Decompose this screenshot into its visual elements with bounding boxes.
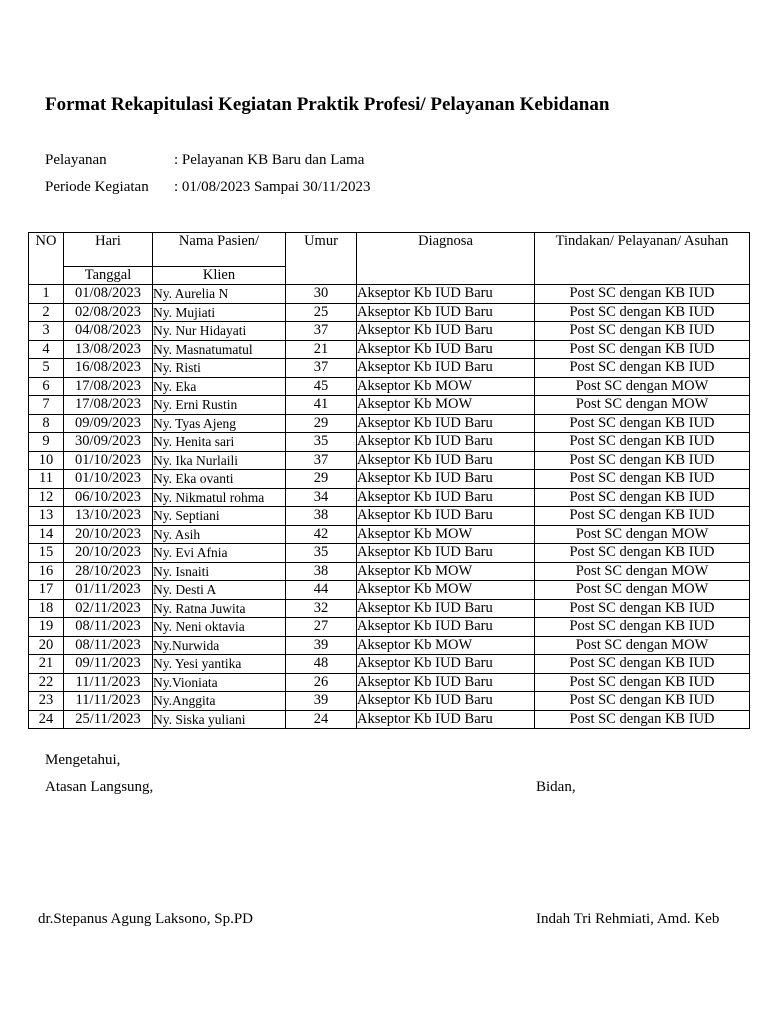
cell-tanggal: 11/11/2023 — [64, 673, 153, 692]
cell-nama: Ny. Masnatumatul — [153, 340, 286, 359]
signer-left: dr.Stepanus Agung Laksono, Sp.PD — [38, 911, 254, 927]
cell-tindakan: Post SC dengan MOW — [535, 581, 750, 600]
info-value: : 01/08/2023 Sampai 30/11/2023 — [174, 179, 371, 195]
cell-no: 9 — [29, 433, 64, 452]
cell-umur: 38 — [286, 562, 357, 581]
cell-umur: 34 — [286, 488, 357, 507]
cell-diagnosa: Akseptor Kb IUD Baru — [357, 414, 535, 433]
cell-tanggal: 08/11/2023 — [64, 618, 153, 637]
cell-nama: Ny. Nur Hidayati — [153, 322, 286, 341]
table-row — [29, 599, 750, 618]
cell-diagnosa: Akseptor Kb MOW — [357, 525, 535, 544]
table-row — [29, 655, 750, 674]
cell-diagnosa: Akseptor Kb IUD Baru — [357, 433, 535, 452]
cell-diagnosa: Akseptor Kb MOW — [357, 562, 535, 581]
cell-no: 3 — [29, 322, 64, 341]
cell-no: 15 — [29, 544, 64, 563]
cell-no: 23 — [29, 692, 64, 711]
cell-no: 17 — [29, 581, 64, 600]
table-row — [29, 544, 750, 563]
cell-diagnosa: Akseptor Kb IUD Baru — [357, 285, 535, 304]
cell-tanggal: 13/10/2023 — [64, 507, 153, 526]
cell-nama: Ny. Evi Afnia — [153, 544, 286, 563]
table-row — [29, 303, 750, 322]
cell-no: 20 — [29, 636, 64, 655]
info-label: Pelayanan — [45, 152, 107, 168]
table-body — [29, 285, 750, 729]
cell-no: 4 — [29, 340, 64, 359]
cell-umur: 35 — [286, 433, 357, 452]
cell-diagnosa: Akseptor Kb IUD Baru — [357, 507, 535, 526]
table-row — [29, 618, 750, 637]
cell-umur: 29 — [286, 414, 357, 433]
cell-umur: 37 — [286, 451, 357, 470]
info-periode — [45, 179, 445, 199]
cell-tanggal: 17/08/2023 — [64, 377, 153, 396]
cell-tanggal: 09/11/2023 — [64, 655, 153, 674]
cell-tindakan: Post SC dengan KB IUD — [535, 507, 750, 526]
cell-nama: Ny.Nurwida — [153, 636, 286, 655]
cell-tindakan: Post SC dengan KB IUD — [535, 433, 750, 452]
cell-umur: 48 — [286, 655, 357, 674]
cell-diagnosa: Akseptor Kb IUD Baru — [357, 618, 535, 637]
cell-nama: Ny. Siska yuliani — [153, 710, 286, 729]
header-tanggal: Tanggal — [64, 267, 153, 285]
table-row — [29, 322, 750, 341]
bidan-label: Bidan, — [536, 779, 576, 795]
cell-umur: 39 — [286, 692, 357, 711]
cell-no: 18 — [29, 599, 64, 618]
mengetahui-label: Mengetahui, — [45, 752, 121, 768]
cell-tindakan: Post SC dengan MOW — [535, 636, 750, 655]
table-row — [29, 414, 750, 433]
cell-no: 19 — [29, 618, 64, 637]
cell-no: 10 — [29, 451, 64, 470]
cell-no: 6 — [29, 377, 64, 396]
table-row — [29, 359, 750, 378]
cell-tanggal: 04/08/2023 — [64, 322, 153, 341]
cell-umur: 37 — [286, 322, 357, 341]
cell-umur: 24 — [286, 710, 357, 729]
cell-nama: Ny. Risti — [153, 359, 286, 378]
cell-nama: Ny. Mujiati — [153, 303, 286, 322]
cell-no: 1 — [29, 285, 64, 304]
cell-nama: Ny. Aurelia N — [153, 285, 286, 304]
cell-diagnosa: Akseptor Kb MOW — [357, 581, 535, 600]
cell-no: 14 — [29, 525, 64, 544]
cell-tanggal: 11/11/2023 — [64, 692, 153, 711]
cell-diagnosa: Akseptor Kb IUD Baru — [357, 655, 535, 674]
cell-tindakan: Post SC dengan KB IUD — [535, 451, 750, 470]
cell-tindakan: Post SC dengan KB IUD — [535, 488, 750, 507]
cell-tindakan: Post SC dengan KB IUD — [535, 710, 750, 729]
cell-umur: 42 — [286, 525, 357, 544]
cell-nama: Ny. Ratna Juwita — [153, 599, 286, 618]
cell-tanggal: 09/09/2023 — [64, 414, 153, 433]
cell-diagnosa: Akseptor Kb MOW — [357, 396, 535, 415]
table-row — [29, 470, 750, 489]
cell-tanggal: 20/10/2023 — [64, 544, 153, 563]
cell-tanggal: 16/08/2023 — [64, 359, 153, 378]
cell-umur: 26 — [286, 673, 357, 692]
cell-nama: Ny. Neni oktavia — [153, 618, 286, 637]
document-title: Format Rekapitulasi Kegiatan Praktik Profesi/ Pelayanan Kebidanan — [45, 94, 610, 115]
cell-umur: 35 — [286, 544, 357, 563]
cell-tanggal: 13/08/2023 — [64, 340, 153, 359]
cell-diagnosa: Akseptor Kb IUD Baru — [357, 692, 535, 711]
cell-tindakan: Post SC dengan KB IUD — [535, 414, 750, 433]
cell-tanggal: 01/08/2023 — [64, 285, 153, 304]
table-row — [29, 451, 750, 470]
header-umur: Umur — [286, 233, 357, 285]
cell-diagnosa: Akseptor Kb IUD Baru — [357, 322, 535, 341]
header-no: NO — [29, 233, 64, 285]
cell-nama: Ny. Eka — [153, 377, 286, 396]
cell-no: 21 — [29, 655, 64, 674]
cell-umur: 37 — [286, 359, 357, 378]
table-row — [29, 636, 750, 655]
cell-no: 8 — [29, 414, 64, 433]
cell-no: 12 — [29, 488, 64, 507]
cell-tindakan: Post SC dengan KB IUD — [535, 655, 750, 674]
cell-nama: Ny.Vioniata — [153, 673, 286, 692]
cell-diagnosa: Akseptor Kb IUD Baru — [357, 673, 535, 692]
cell-tindakan: Post SC dengan KB IUD — [535, 599, 750, 618]
cell-tindakan: Post SC dengan KB IUD — [535, 673, 750, 692]
table-row — [29, 507, 750, 526]
info-value: : Pelayanan KB Baru dan Lama — [174, 152, 365, 168]
cell-tanggal: 25/11/2023 — [64, 710, 153, 729]
cell-nama: Ny.Anggita — [153, 692, 286, 711]
cell-tanggal: 28/10/2023 — [64, 562, 153, 581]
cell-diagnosa: Akseptor Kb IUD Baru — [357, 488, 535, 507]
cell-no: 7 — [29, 396, 64, 415]
info-label: Periode Kegiatan — [45, 179, 149, 195]
cell-umur: 41 — [286, 396, 357, 415]
cell-no: 16 — [29, 562, 64, 581]
cell-tindakan: Post SC dengan KB IUD — [535, 692, 750, 711]
table-row — [29, 377, 750, 396]
cell-tindakan: Post SC dengan MOW — [535, 377, 750, 396]
cell-no: 11 — [29, 470, 64, 489]
cell-tindakan: Post SC dengan MOW — [535, 562, 750, 581]
cell-tindakan: Post SC dengan KB IUD — [535, 359, 750, 378]
header-hari: Hari — [64, 233, 153, 267]
cell-diagnosa: Akseptor Kb IUD Baru — [357, 303, 535, 322]
cell-umur: 44 — [286, 581, 357, 600]
atasan-label: Atasan Langsung, — [45, 779, 154, 795]
header-diagnosa: Diagnosa — [357, 233, 535, 285]
cell-nama: Ny. Yesi yantika — [153, 655, 286, 674]
header-klien: Klien — [153, 267, 286, 285]
cell-tindakan: Post SC dengan KB IUD — [535, 470, 750, 489]
cell-tindakan: Post SC dengan KB IUD — [535, 340, 750, 359]
cell-tindakan: Post SC dengan KB IUD — [535, 303, 750, 322]
cell-tindakan: Post SC dengan MOW — [535, 525, 750, 544]
cell-umur: 38 — [286, 507, 357, 526]
cell-diagnosa: Akseptor Kb IUD Baru — [357, 544, 535, 563]
cell-nama: Ny. Erni Rustin — [153, 396, 286, 415]
signer-right: Indah Tri Rehmiati, Amd. Keb — [536, 911, 720, 927]
cell-umur: 32 — [286, 599, 357, 618]
cell-umur: 45 — [286, 377, 357, 396]
cell-diagnosa: Akseptor Kb IUD Baru — [357, 451, 535, 470]
cell-tanggal: 06/10/2023 — [64, 488, 153, 507]
cell-nama: Ny. Nikmatul rohma — [153, 488, 286, 507]
cell-umur: 21 — [286, 340, 357, 359]
table-row — [29, 710, 750, 729]
header-nama-pasien: Nama Pasien/ — [153, 233, 286, 267]
cell-tanggal: 01/10/2023 — [64, 470, 153, 489]
table-row — [29, 488, 750, 507]
cell-diagnosa: Akseptor Kb IUD Baru — [357, 470, 535, 489]
cell-tanggal: 02/11/2023 — [64, 599, 153, 618]
cell-nama: Ny. Tyas Ajeng — [153, 414, 286, 433]
cell-tindakan: Post SC dengan MOW — [535, 396, 750, 415]
header-tindakan: Tindakan/ Pelayanan/ Asuhan — [535, 233, 750, 285]
cell-umur: 29 — [286, 470, 357, 489]
table-row — [29, 396, 750, 415]
info-pelayanan — [45, 152, 445, 172]
cell-tindakan: Post SC dengan KB IUD — [535, 618, 750, 637]
table-row — [29, 581, 750, 600]
cell-tanggal: 30/09/2023 — [64, 433, 153, 452]
cell-nama: Ny. Asih — [153, 525, 286, 544]
cell-nama: Ny. Desti A — [153, 581, 286, 600]
cell-tindakan: Post SC dengan KB IUD — [535, 544, 750, 563]
cell-tanggal: 01/11/2023 — [64, 581, 153, 600]
cell-nama: Ny. Isnaiti — [153, 562, 286, 581]
cell-tindakan: Post SC dengan KB IUD — [535, 285, 750, 304]
cell-diagnosa: Akseptor Kb MOW — [357, 636, 535, 655]
cell-no: 2 — [29, 303, 64, 322]
cell-umur: 27 — [286, 618, 357, 637]
cell-tanggal: 02/08/2023 — [64, 303, 153, 322]
table-row — [29, 525, 750, 544]
table-row — [29, 433, 750, 452]
cell-nama: Ny. Ika Nurlaili — [153, 451, 286, 470]
cell-umur: 39 — [286, 636, 357, 655]
cell-tanggal: 20/10/2023 — [64, 525, 153, 544]
rekap-table — [28, 232, 750, 729]
table-row — [29, 692, 750, 711]
cell-umur: 30 — [286, 285, 357, 304]
cell-diagnosa: Akseptor Kb IUD Baru — [357, 599, 535, 618]
cell-nama: Ny. Eka ovanti — [153, 470, 286, 489]
table-row — [29, 285, 750, 304]
cell-no: 22 — [29, 673, 64, 692]
cell-diagnosa: Akseptor Kb IUD Baru — [357, 359, 535, 378]
cell-diagnosa: Akseptor Kb IUD Baru — [357, 340, 535, 359]
cell-tanggal: 08/11/2023 — [64, 636, 153, 655]
cell-no: 5 — [29, 359, 64, 378]
cell-tanggal: 01/10/2023 — [64, 451, 153, 470]
cell-nama: Ny. Septiani — [153, 507, 286, 526]
cell-tindakan: Post SC dengan KB IUD — [535, 322, 750, 341]
cell-no: 13 — [29, 507, 64, 526]
cell-tanggal: 17/08/2023 — [64, 396, 153, 415]
table-row — [29, 340, 750, 359]
cell-diagnosa: Akseptor Kb MOW — [357, 377, 535, 396]
cell-nama: Ny. Henita sari — [153, 433, 286, 452]
cell-diagnosa: Akseptor Kb IUD Baru — [357, 710, 535, 729]
table-row — [29, 562, 750, 581]
cell-no: 24 — [29, 710, 64, 729]
table-row — [29, 673, 750, 692]
cell-umur: 25 — [286, 303, 357, 322]
